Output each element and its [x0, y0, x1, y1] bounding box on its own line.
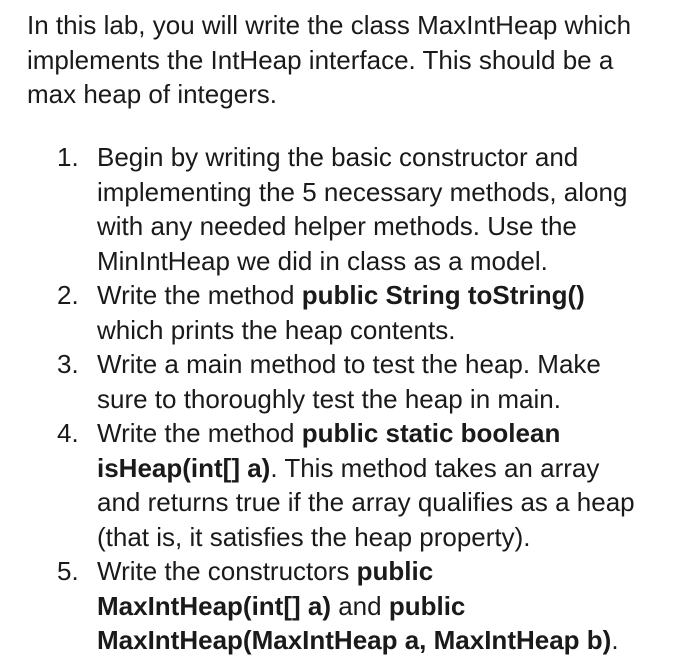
- task-text: (that is, it satisfies the heap property).: [97, 521, 531, 552]
- task-text: Write the method: [97, 280, 302, 310]
- task-item-5: [0, 554, 700, 658]
- task-number: 1.: [57, 142, 79, 172]
- task-line: [97, 313, 687, 348]
- task-line: [97, 554, 687, 589]
- code-signature: MaxIntHeap(int[] a): [97, 590, 331, 621]
- task-text: . This method takes an array: [270, 452, 600, 483]
- task-body: [97, 278, 687, 347]
- task-item-3: [0, 347, 700, 416]
- task-text: implementing the 5 necessary methods, along: [97, 176, 628, 207]
- task-number: 5.: [57, 556, 79, 586]
- task-number: 2.: [57, 280, 79, 310]
- task-line: [97, 451, 687, 486]
- task-line: [97, 140, 687, 175]
- task-line: [97, 589, 687, 624]
- task-line: [97, 278, 687, 313]
- task-line: [97, 623, 687, 658]
- task-text: which prints the heap contents.: [97, 314, 456, 345]
- task-text: Write the method: [97, 418, 302, 448]
- task-text: with any needed helper methods. Use the: [97, 211, 577, 241]
- task-list: [0, 140, 700, 658]
- task-text: sure to thoroughly test the heap in main.: [97, 383, 561, 414]
- task-body: [97, 140, 687, 278]
- code-signature: MaxIntHeap(MaxIntHeap a, MaxIntHeap b): [97, 625, 612, 655]
- code-signature: public: [388, 590, 466, 621]
- task-item-1: [0, 140, 700, 278]
- task-body: [97, 347, 687, 416]
- task-text: Begin by writing the basic constructor and: [97, 142, 579, 172]
- task-line: [97, 520, 687, 555]
- task-text: MinIntHeap we did in class as a model.: [97, 245, 548, 276]
- intro-line: implements the IntHeap interface. This should be a: [27, 44, 614, 75]
- code-signature: public: [356, 556, 434, 586]
- task-line: [97, 382, 687, 417]
- intro-line: max heap of integers.: [27, 79, 278, 109]
- intro-line: In this lab, you will write the class MaxIntHeap which: [27, 10, 632, 40]
- code-signature: public String toString(): [301, 280, 585, 310]
- task-number: 4.: [57, 418, 79, 448]
- task-text: .: [611, 625, 619, 655]
- task-line: [97, 347, 687, 382]
- task-item-4: [0, 416, 700, 554]
- task-text: and returns true if the array qualifies as a heap: [97, 487, 635, 517]
- task-line: [97, 209, 687, 244]
- task-line: [97, 244, 687, 279]
- task-number: 3.: [57, 349, 79, 379]
- task-line: [97, 416, 687, 451]
- task-body: [97, 416, 687, 554]
- task-text: Write a main method to test the heap. Make: [97, 349, 601, 379]
- task-text: and: [331, 590, 389, 621]
- code-signature: public static boolean: [301, 418, 561, 448]
- task-item-2: [0, 278, 700, 347]
- task-line: [97, 175, 687, 210]
- code-signature: isHeap(int[] a): [97, 452, 271, 483]
- intro-paragraph: [27, 8, 687, 112]
- task-line: [97, 485, 687, 520]
- task-text: Write the constructors: [97, 556, 357, 586]
- task-body: [97, 554, 687, 658]
